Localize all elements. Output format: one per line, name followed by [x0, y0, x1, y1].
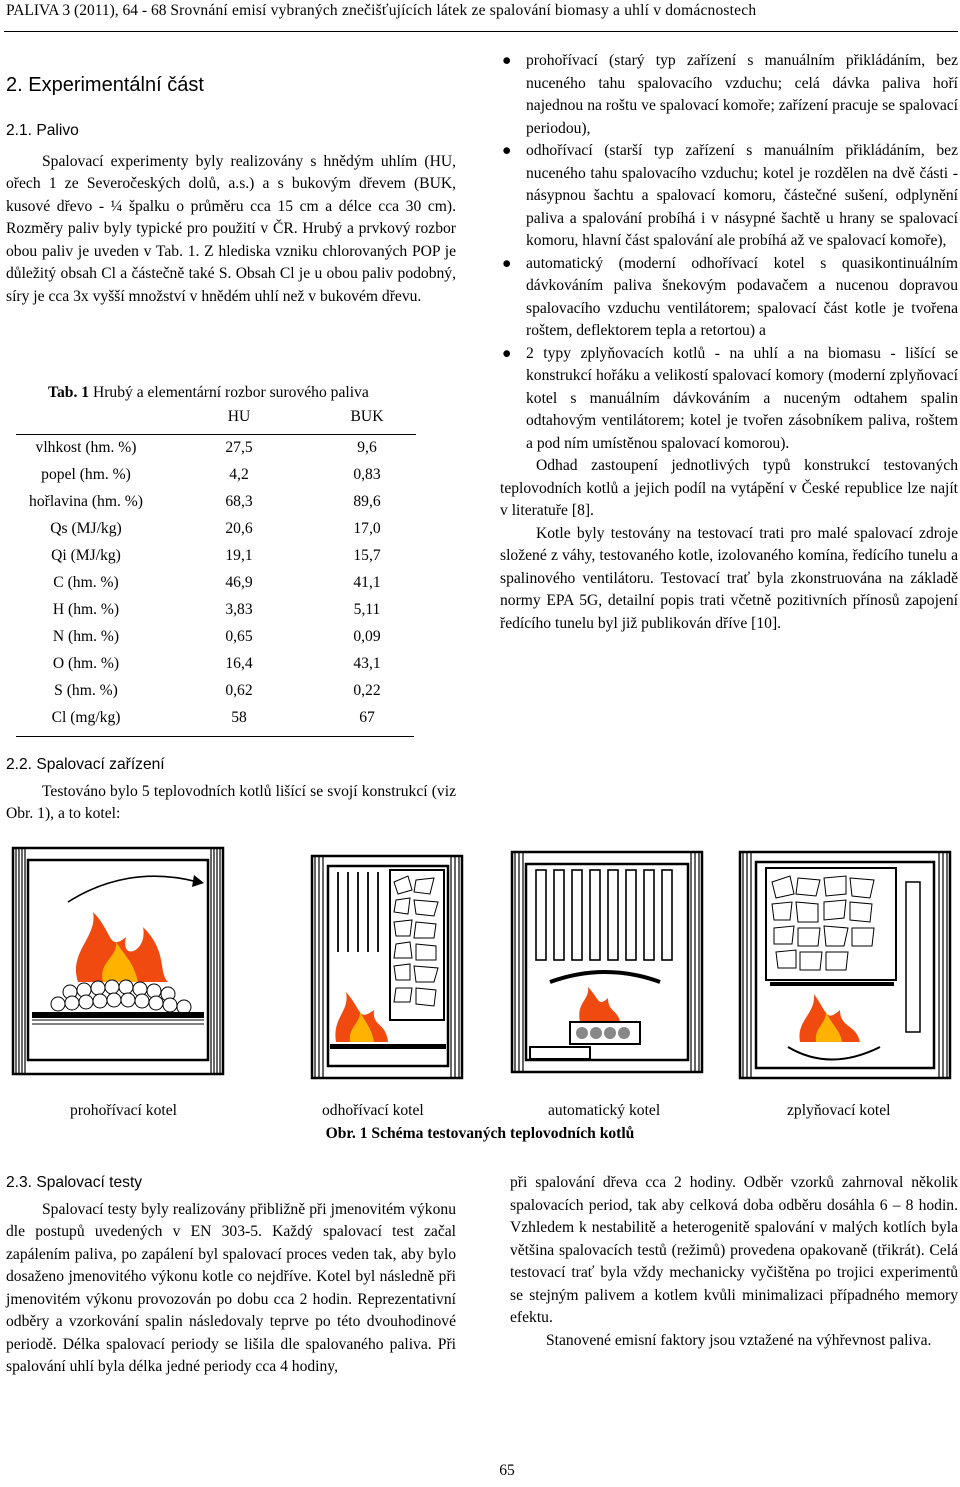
right-column-text — [500, 50, 958, 635]
table-row — [16, 547, 416, 574]
cell-hu: 20,6 — [225, 520, 253, 537]
boiler-diagram-zplynovaci — [730, 842, 960, 1090]
figure-label: prohořívací kotel — [70, 1102, 177, 1119]
paragraph: při spalování dřeva cca 2 hodiny. Odběr vzorků zahrnoval několik spalovacích period, tak aby celková doba odběru dosáhla 6 – 8 hodin. Vzhledem k nestabilitě a heterogenitě spalování v malých kotlích byla většina spalovacích testů (režimů) provedena opakovaně (třikrát). Celá testovací trať byla vždy mechanicky vyčištěna po trojici experimentů se stejným palivem a kotlem kvůli minimalizaci případného memory efektu. — [510, 1174, 958, 1326]
right-bottom-text — [510, 1172, 958, 1352]
list-item — [500, 343, 958, 456]
cell-hu: 27,5 — [225, 439, 253, 456]
table-caption — [48, 384, 369, 402]
list-item-text: automatický (moderní odhořívací kotel s quasikontinuálním dávkováním paliva šnekovým podavačem a nucenou dopravou spalovacího vzduchu ventilátorem; spalovací část kotle je tvořena roštem, deflektorem tepla a retortou) a — [526, 254, 958, 339]
table-body — [16, 439, 416, 736]
cell-hu: 0,65 — [225, 628, 253, 645]
section-2-2 — [6, 754, 456, 826]
cell-buk: 67 — [359, 709, 375, 726]
article-title: Srovnání emisí vybraných znečišťujících látek ze spalování biomasy a uhlí v domácnostech — [170, 2, 757, 19]
list-item — [500, 253, 958, 343]
paragraph: Testováno bylo 5 teplovodních kotlů lišící se svojí konstrukcí (viz Obr. 1), a to kotel: — [6, 782, 456, 822]
cell-buk: 9,6 — [357, 439, 377, 456]
subsection-heading: 2.2. Spalovací zařízení — [6, 756, 165, 773]
table-caption-label: Tab. 1 — [48, 384, 90, 401]
section-2-3 — [6, 1172, 456, 1379]
list-item — [500, 140, 958, 253]
figure-label: zplyňovací kotel — [787, 1102, 891, 1119]
running-header — [6, 2, 958, 20]
cell-buk: 17,0 — [353, 520, 381, 537]
section-2-1 — [6, 120, 456, 308]
cell-buk: 0,09 — [353, 628, 381, 645]
table-bottom-rule — [16, 736, 414, 737]
table-row — [16, 601, 416, 628]
list-item-text: 2 typy zplyňovacích kotlů - na uhlí a na biomasu - lišící se konstrukcí hořáku a velikostí spalovací komory (moderní zplyňovací kotel s manuálním dávkováním a nuceným odtahem spalin odtahovým ventilátorem; kotel je tvořen zásobníkem paliva, roštem a pod ním umístěnou spalovací komorou). — [526, 344, 958, 452]
cell-hu: 68,3 — [225, 493, 253, 510]
table-header — [16, 408, 416, 435]
paragraph: Stanovené emisní faktory jsou vztažené na výhřevnost paliva. — [546, 1331, 932, 1349]
figure-label: odhořívací kotel — [322, 1102, 424, 1119]
paragraph: Kotle byly testovány na testovací trati pro malé spalovací zdroje složené z váhy, testovaného kotle, izolovaného komína, ředícího tunelu a spalinového ventilátoru. Testovací trať byla zkonstruována na základě normy EPA 5G, detailní popis trati včetně pozitivních přínosů zapojení ředícího tunelu byl již publikován dříve [10]. — [500, 524, 958, 632]
list-item — [500, 50, 958, 140]
row-label: popel (hm. %) — [41, 466, 131, 483]
boiler-diagram-automaticky — [490, 842, 720, 1090]
paragraph: Spalovací testy byly realizovány přibližně při jmenovitém výkonu dle postupů uvedených v EN 303-5. Každý spalovací test začal zapálením paliva, po zapálení byl spalovací proces veden tak, aby bylo dosaženo jmenovitého výkonu kotle co nejdříve. Kotel byl následně při jmenovitém výkonu provozován po dobu cca 2 hodin. Reprezentativní odběry a vzorkování spalin následovaly teprve po této dvouhodinové periodě. Délka spalovací periody se lišila dle spalovaného paliva. Při spalování uhlí byla délka jedné periody cca 4 hodiny, — [6, 1200, 456, 1375]
table-row — [16, 466, 416, 493]
row-label: vlhkost (hm. %) — [35, 439, 137, 456]
cell-hu: 46,9 — [225, 574, 253, 591]
table-row — [16, 574, 416, 601]
cell-buk: 15,7 — [353, 547, 381, 564]
table-1 — [16, 408, 416, 737]
row-label: Qi (MJ/kg) — [51, 547, 121, 564]
cell-buk: 89,6 — [353, 493, 381, 510]
boiler-diagram-prohorivaci — [8, 842, 238, 1090]
list-item-text: prohořívací (starý typ zařízení s manuálním přikládáním, bez nuceného tahu spalovacího vzduchu; celá dávka paliva hoří najednou na roštu ve spalovací komoře; zařízení pracuje se spalovací periodou), — [526, 52, 958, 137]
table-row — [16, 709, 416, 736]
figure-caption: Obr. 1 Schéma testovaných teplovodních kotlů — [325, 1125, 635, 1142]
column-header-hu: HU — [227, 408, 251, 425]
paragraph: Odhad zastoupení jednotlivých typů konstrukcí testovaných teplovodních kotlů a jejich podíl na vytápění v České republice lze najít v literatuře [8]. — [500, 457, 958, 519]
table-caption-text: Hrubý a elementární rozbor surového paliva — [92, 384, 369, 401]
boiler-type-list — [500, 50, 958, 455]
table-row — [16, 520, 416, 547]
cell-buk: 0,22 — [353, 682, 381, 699]
row-label: Cl (mg/kg) — [51, 709, 121, 726]
journal-reference: PALIVA 3 (2011), 64 - 68 — [6, 2, 167, 19]
row-label: S (hm. %) — [54, 682, 118, 699]
cell-hu: 3,83 — [225, 601, 253, 618]
row-label: C (hm. %) — [53, 574, 119, 591]
cell-hu: 16,4 — [225, 655, 253, 672]
cell-buk: 41,1 — [353, 574, 381, 591]
section-heading: 2. Experimentální část — [6, 74, 204, 96]
table-row — [16, 655, 416, 682]
column-header-buk: BUK — [350, 408, 384, 425]
table-row — [16, 493, 416, 520]
cell-buk: 0,83 — [353, 466, 381, 483]
bullet-icon: ● — [502, 52, 512, 69]
subsection-heading: 2.3. Spalovací testy — [6, 1174, 143, 1191]
subsection-heading: 2.1. Palivo — [6, 122, 79, 139]
row-label: Qs (MJ/kg) — [50, 520, 122, 537]
cell-buk: 5,11 — [353, 601, 381, 618]
table-row — [16, 628, 416, 655]
page-number: 65 — [499, 1462, 515, 1479]
cell-hu: 58 — [231, 709, 247, 726]
bullet-icon: ● — [502, 254, 512, 272]
row-label: O (hm. %) — [52, 655, 120, 672]
table-row — [16, 439, 416, 466]
header-rule — [4, 31, 958, 32]
row-label: N (hm. %) — [52, 628, 120, 645]
bullet-icon: ● — [502, 344, 512, 362]
row-label: H (hm. %) — [52, 601, 120, 618]
bullet-icon: ● — [502, 142, 512, 159]
cell-hu: 0,62 — [225, 682, 253, 699]
paragraph: Spalovací experimenty byly realizovány s hnědým uhlím (HU, ořech 1 ze Severočeských dolů, a.s.) a s bukovým dřevem (BUK, kusové dřevo - ¼ špalku o průměru cca 15 cm a délce cca 30 cm). Rozměry paliv byly typické pro použití v ČR. Hrubý a prvkový rozbor obou paliv je uveden v Tab. 1. Z hlediska vzniku chlorovaných POP je důležitý obsah Cl a částečně také S. Obsah Cl je u obou paliv podobný, síry je cca 3x vyšší množství v hnědém uhlí než v bukovém dřevu. — [6, 152, 456, 305]
cell-hu: 4,2 — [229, 466, 249, 483]
row-label: hořlavina (hm. %) — [29, 493, 143, 510]
cell-hu: 19,1 — [225, 547, 253, 564]
boiler-diagram-odhorivaci — [250, 842, 480, 1090]
table-row — [16, 682, 416, 709]
list-item-text: odhořívací (starší typ zařízení s manuálním přikládáním, bez nuceného tahu spalovacího vzduchu; kotel je rozdělen na dvě části - násypnou šachtu a spalovací komoru, částečné sušení, odplynění paliva a spalování probíhá i v násypné šachtě u hrany se spalovací komoru, hlavní část spalování ale probíhá až ve spalovací komoře), — [526, 142, 958, 249]
figure-label: automatický kotel — [548, 1102, 661, 1119]
cell-buk: 43,1 — [353, 655, 381, 672]
